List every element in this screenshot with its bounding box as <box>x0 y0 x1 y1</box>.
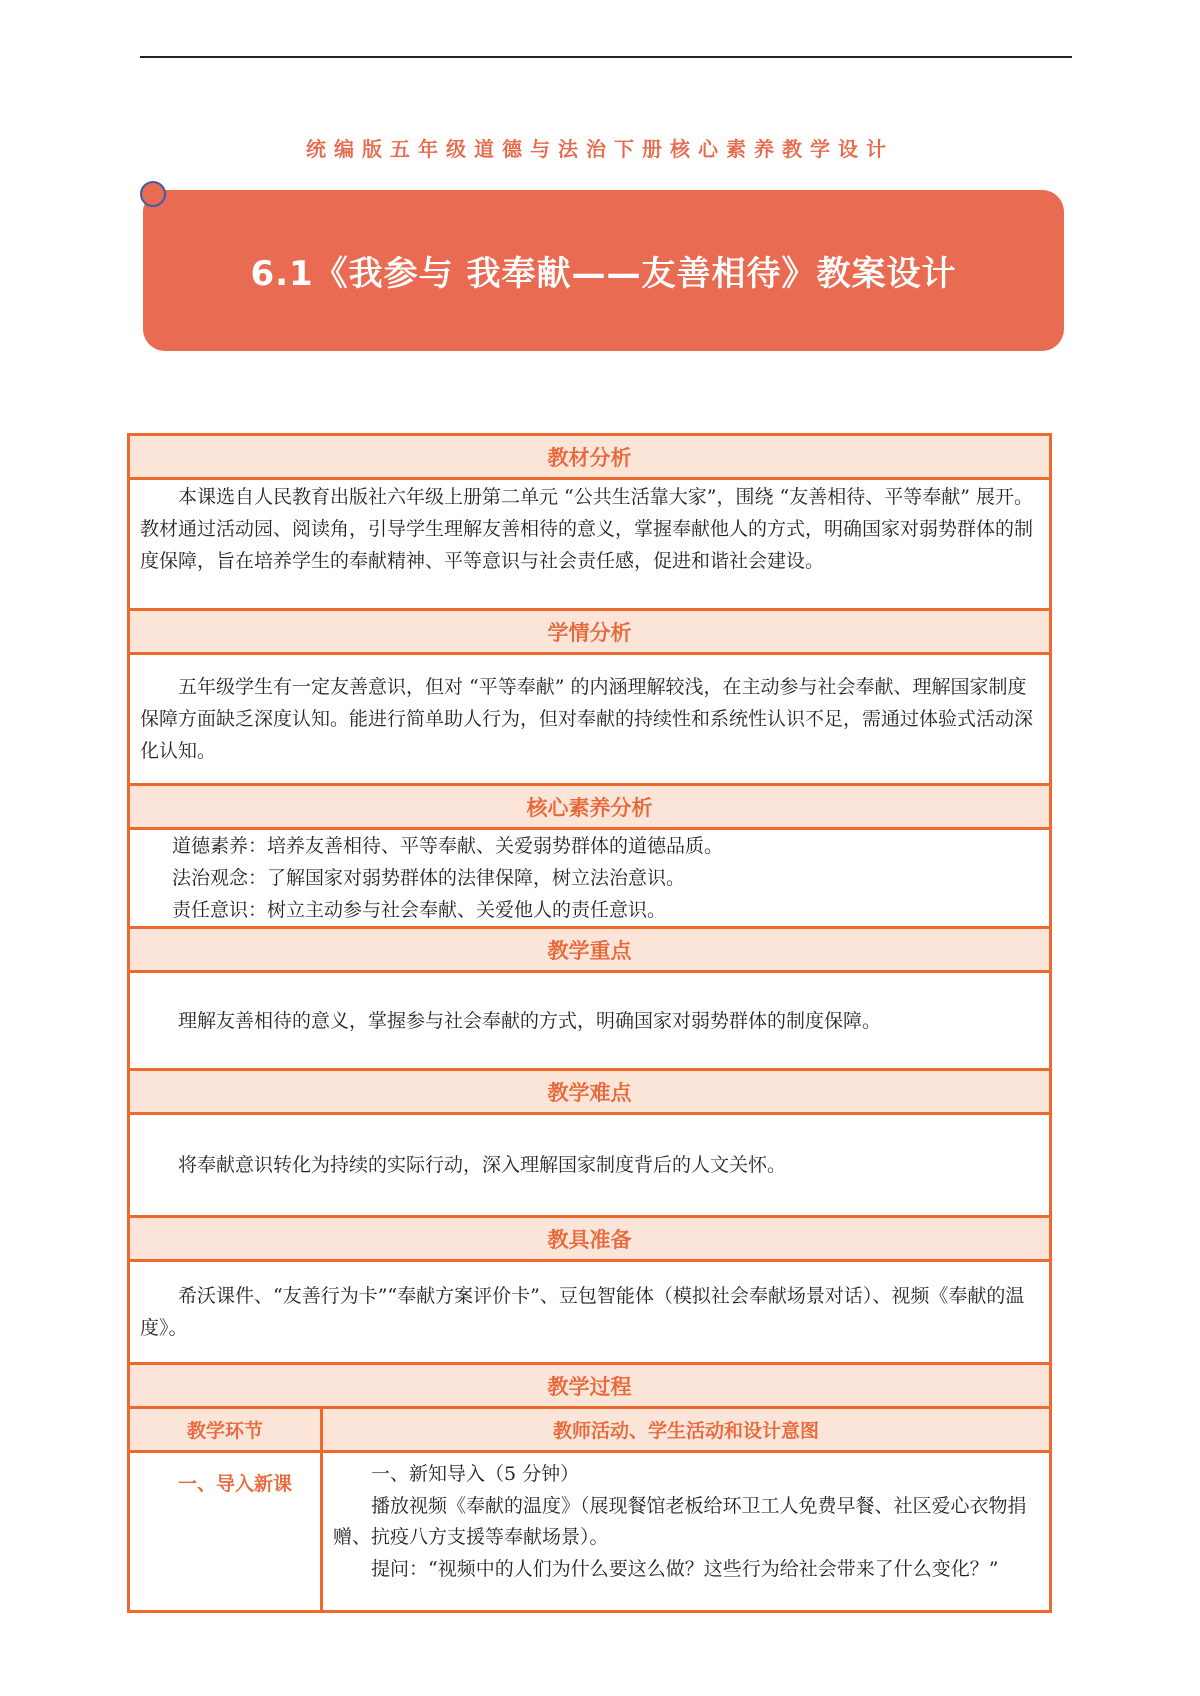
activity-column-header-cell <box>323 1409 1049 1450</box>
stage-label-intro: 一、导入新课 <box>178 1473 293 1495</box>
literacy-line-responsibility: 责任意识：树立主动参与社会奉献、关爱他人的责任意识。 <box>172 899 667 921</box>
stage-column-header: 教学环节 <box>186 1420 263 1442</box>
lesson-title: 6.1《我参与 我奉献——友善相待》教案设计 <box>250 254 957 294</box>
activity-column-header: 教师活动、学生活动和设计意图 <box>552 1420 819 1442</box>
literacy-line-law: 法治观念：了解国家对弱势群体的法律保障，树立法治意识。 <box>172 867 686 889</box>
key-points-cell <box>130 973 1049 1071</box>
activity-line-question: 提问：“视频中的人们为什么要这么做？这些行为给社会带来了什么变化？” <box>371 1557 999 1580</box>
activity-line-video: 播放视频《奉献的温度》（展现餐馆老板给环卫工人免费早餐、社区爱心衣物捐赠、抗疫八方支援等奉献场景）。 <box>333 1494 1027 1548</box>
process-heading <box>130 1365 1049 1409</box>
process-column-headers <box>130 1409 1049 1453</box>
difficulties-text: 将奉献意识转化为持续的实际行动，深入理解国家制度背后的人文关怀。 <box>178 1154 787 1176</box>
student-analysis-cell <box>130 655 1049 786</box>
key-points-heading-text: 教学重点 <box>547 938 632 963</box>
materials-cell <box>130 1262 1049 1365</box>
banner-dot-decoration <box>140 181 166 207</box>
stage-cell <box>130 1453 323 1610</box>
difficulties-heading <box>130 1071 1049 1115</box>
core-literacy-heading <box>130 786 1049 830</box>
activity-cell <box>323 1453 1049 1610</box>
process-heading-text: 教学过程 <box>547 1374 632 1399</box>
difficulties-heading-text: 教学难点 <box>547 1080 632 1105</box>
top-rule <box>140 56 1072 58</box>
student-analysis-heading-text: 学情分析 <box>547 620 632 645</box>
stage-column-header-cell <box>130 1409 323 1450</box>
student-analysis-heading <box>130 611 1049 655</box>
textbook-analysis-heading <box>130 436 1049 480</box>
activity-line-title: 一、新知导入（5 分钟） <box>371 1463 580 1485</box>
materials-heading <box>130 1218 1049 1262</box>
materials-text: 希沃课件、“友善行为卡”“奉献方案评价卡”、豆包智能体（模拟社会奉献场景对话）、视频《奉献的温度》。 <box>140 1285 1025 1339</box>
key-points-heading <box>130 929 1049 973</box>
materials-heading-text: 教具准备 <box>547 1227 632 1252</box>
literacy-line-moral: 道德素养：培养友善相待、平等奉献、关爱弱势群体的道德品质。 <box>172 835 724 857</box>
textbook-analysis-text: 本课选自人民教育出版社六年级上册第二单元 “公共生活靠大家”，围绕 “友善相待、平等奉献” 展开。教材通过活动园、阅读角，引导学生理解友善相待的意义，掌握奉献他人的方式，明确国家对弱势群体的制度保障，旨在培养学生的奉献精神、平等意识与社会责任感，促进和谐社会建设。 <box>140 486 1034 572</box>
core-literacy-cell <box>130 830 1049 929</box>
student-analysis-text: 五年级学生有一定友善意识，但对 “平等奉献” 的内涵理解较浅，在主动参与社会奉献、理解国家制度保障方面缺乏深度认知。能进行简单助人行为，但对奉献的持续性和系统性认识不足，需通过体验式活动深化认知。 <box>140 676 1034 762</box>
series-title: 统编版五年级道德与法治下册核心素养教学设计 <box>306 137 894 161</box>
difficulties-cell <box>130 1115 1049 1218</box>
key-points-text: 理解友善相待的意义，掌握参与社会奉献的方式，明确国家对弱势群体的制度保障。 <box>178 1009 882 1032</box>
textbook-analysis-heading-text: 教材分析 <box>547 445 632 470</box>
process-row-intro <box>130 1453 1049 1610</box>
core-literacy-heading-text: 核心素养分析 <box>526 795 653 820</box>
lesson-title-banner <box>143 190 1064 351</box>
textbook-analysis-cell <box>130 480 1049 611</box>
lesson-plan-table <box>127 433 1052 1613</box>
